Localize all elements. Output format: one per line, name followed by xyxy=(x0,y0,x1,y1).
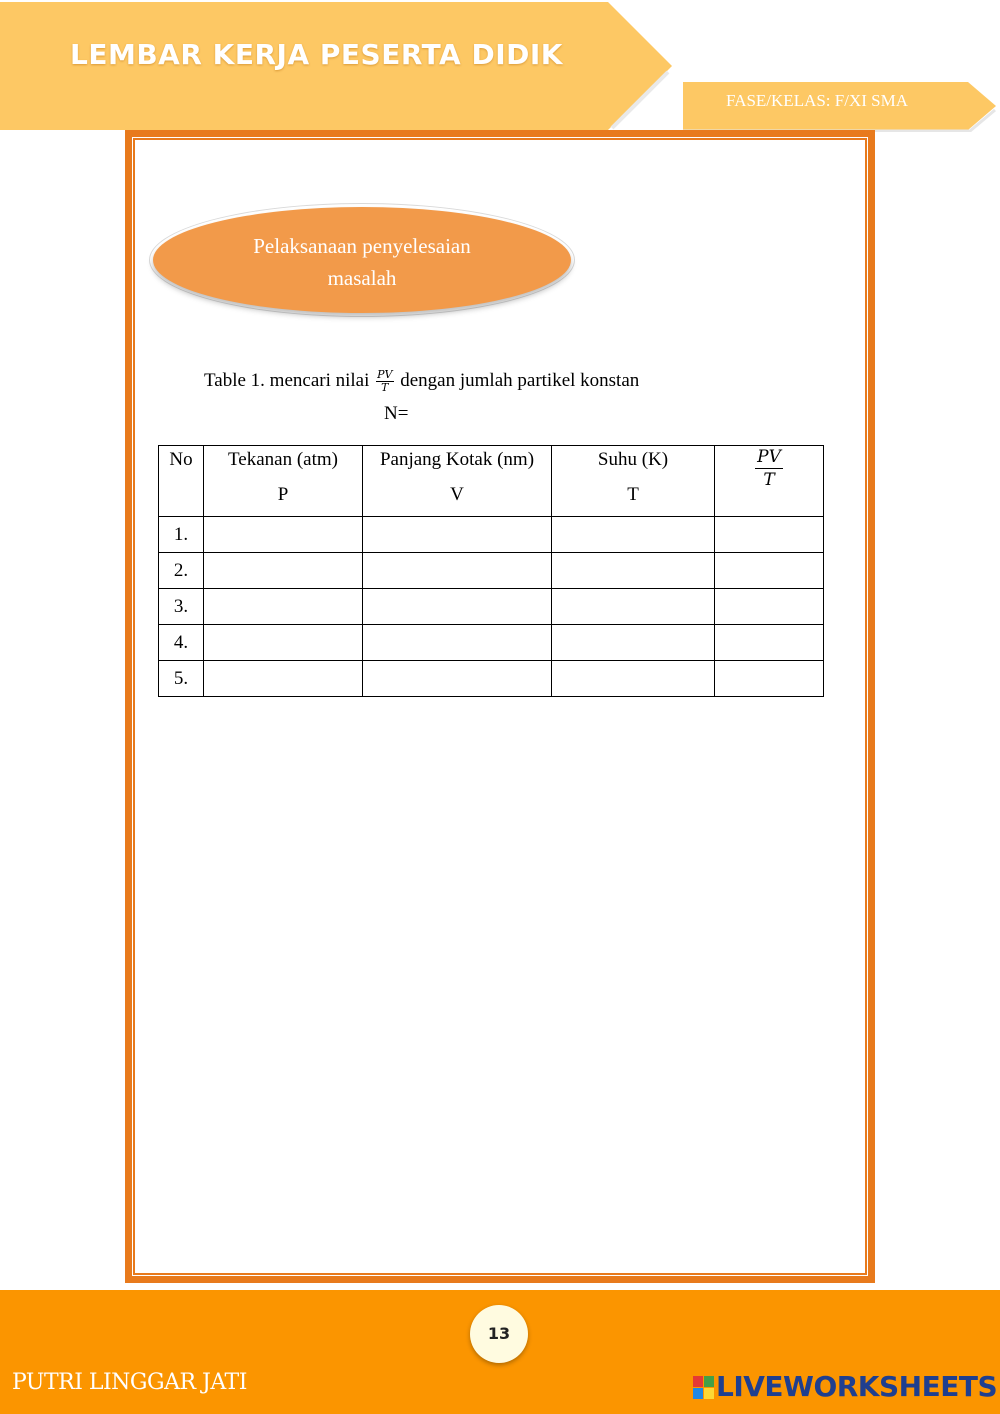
table-caption xyxy=(204,369,639,394)
fase-kelas-label: FASE/KELAS: F/XI SMA xyxy=(726,91,908,110)
header-temperature: Suhu (K) T xyxy=(552,446,715,517)
volume-cell[interactable] xyxy=(363,553,552,589)
header-volume: Panjang Kotak (nm) V xyxy=(363,446,552,517)
pressure-cell[interactable] xyxy=(204,661,363,697)
liveworksheets-logo-icon xyxy=(693,1376,715,1400)
table-row xyxy=(159,517,824,553)
volume-cell[interactable] xyxy=(363,661,552,697)
pressure-cell[interactable] xyxy=(204,553,363,589)
temperature-cell[interactable] xyxy=(552,553,715,589)
section-label-line2: masalah xyxy=(327,266,397,290)
data-table xyxy=(158,445,824,697)
caption-fraction xyxy=(376,369,393,394)
author-name: PUTRI LINGGAR JATI xyxy=(12,1370,247,1395)
pressure-cell[interactable] xyxy=(204,589,363,625)
table-row xyxy=(159,625,824,661)
row-number: 5. xyxy=(159,661,204,697)
section-label-line1: Pelaksanaan penyelesaian xyxy=(253,234,471,258)
section-label xyxy=(153,230,571,294)
temperature-cell[interactable] xyxy=(552,517,715,553)
temperature-cell[interactable] xyxy=(552,625,715,661)
caption-suffix: dengan jumlah partikel konstan xyxy=(400,369,640,391)
table-row xyxy=(159,553,824,589)
row-number: 4. xyxy=(159,625,204,661)
pressure-cell[interactable] xyxy=(204,625,363,661)
table-header-row xyxy=(159,446,824,517)
pv-over-t-cell[interactable] xyxy=(715,517,824,553)
pv-over-t-cell[interactable] xyxy=(715,625,824,661)
temperature-cell[interactable] xyxy=(552,661,715,697)
table-row xyxy=(159,661,824,697)
volume-cell[interactable] xyxy=(363,625,552,661)
caption-prefix: Table 1. mencari nilai xyxy=(204,369,370,391)
header-no: No xyxy=(159,446,204,517)
header-fraction: $\frac{PV}{T}$ xyxy=(757,447,781,490)
pv-over-t-cell[interactable] xyxy=(715,661,824,697)
page-title: LEMBAR KERJA PESERTA DIDIK xyxy=(70,38,563,71)
volume-cell[interactable] xyxy=(363,517,552,553)
liveworksheets-brand[interactable]: LIVEWORKSHEETS xyxy=(716,1370,998,1403)
pressure-cell[interactable] xyxy=(204,517,363,553)
caption-frac-num: PV xyxy=(377,368,393,381)
header-pressure: Tekanan (atm) P xyxy=(204,446,363,517)
row-number: 1. xyxy=(159,517,204,553)
caption-frac-den: T xyxy=(381,381,389,394)
volume-cell[interactable] xyxy=(363,589,552,625)
page-frame-inner xyxy=(133,138,867,1275)
row-number: 2. xyxy=(159,553,204,589)
pv-over-t-cell[interactable] xyxy=(715,553,824,589)
particle-count-label[interactable]: N= xyxy=(384,403,409,424)
table-row xyxy=(159,589,824,625)
row-number: 3. xyxy=(159,589,204,625)
header-pv-over-t xyxy=(715,446,824,517)
temperature-cell[interactable] xyxy=(552,589,715,625)
page-number: 13 xyxy=(487,1324,511,1343)
pv-over-t-cell[interactable] xyxy=(715,589,824,625)
